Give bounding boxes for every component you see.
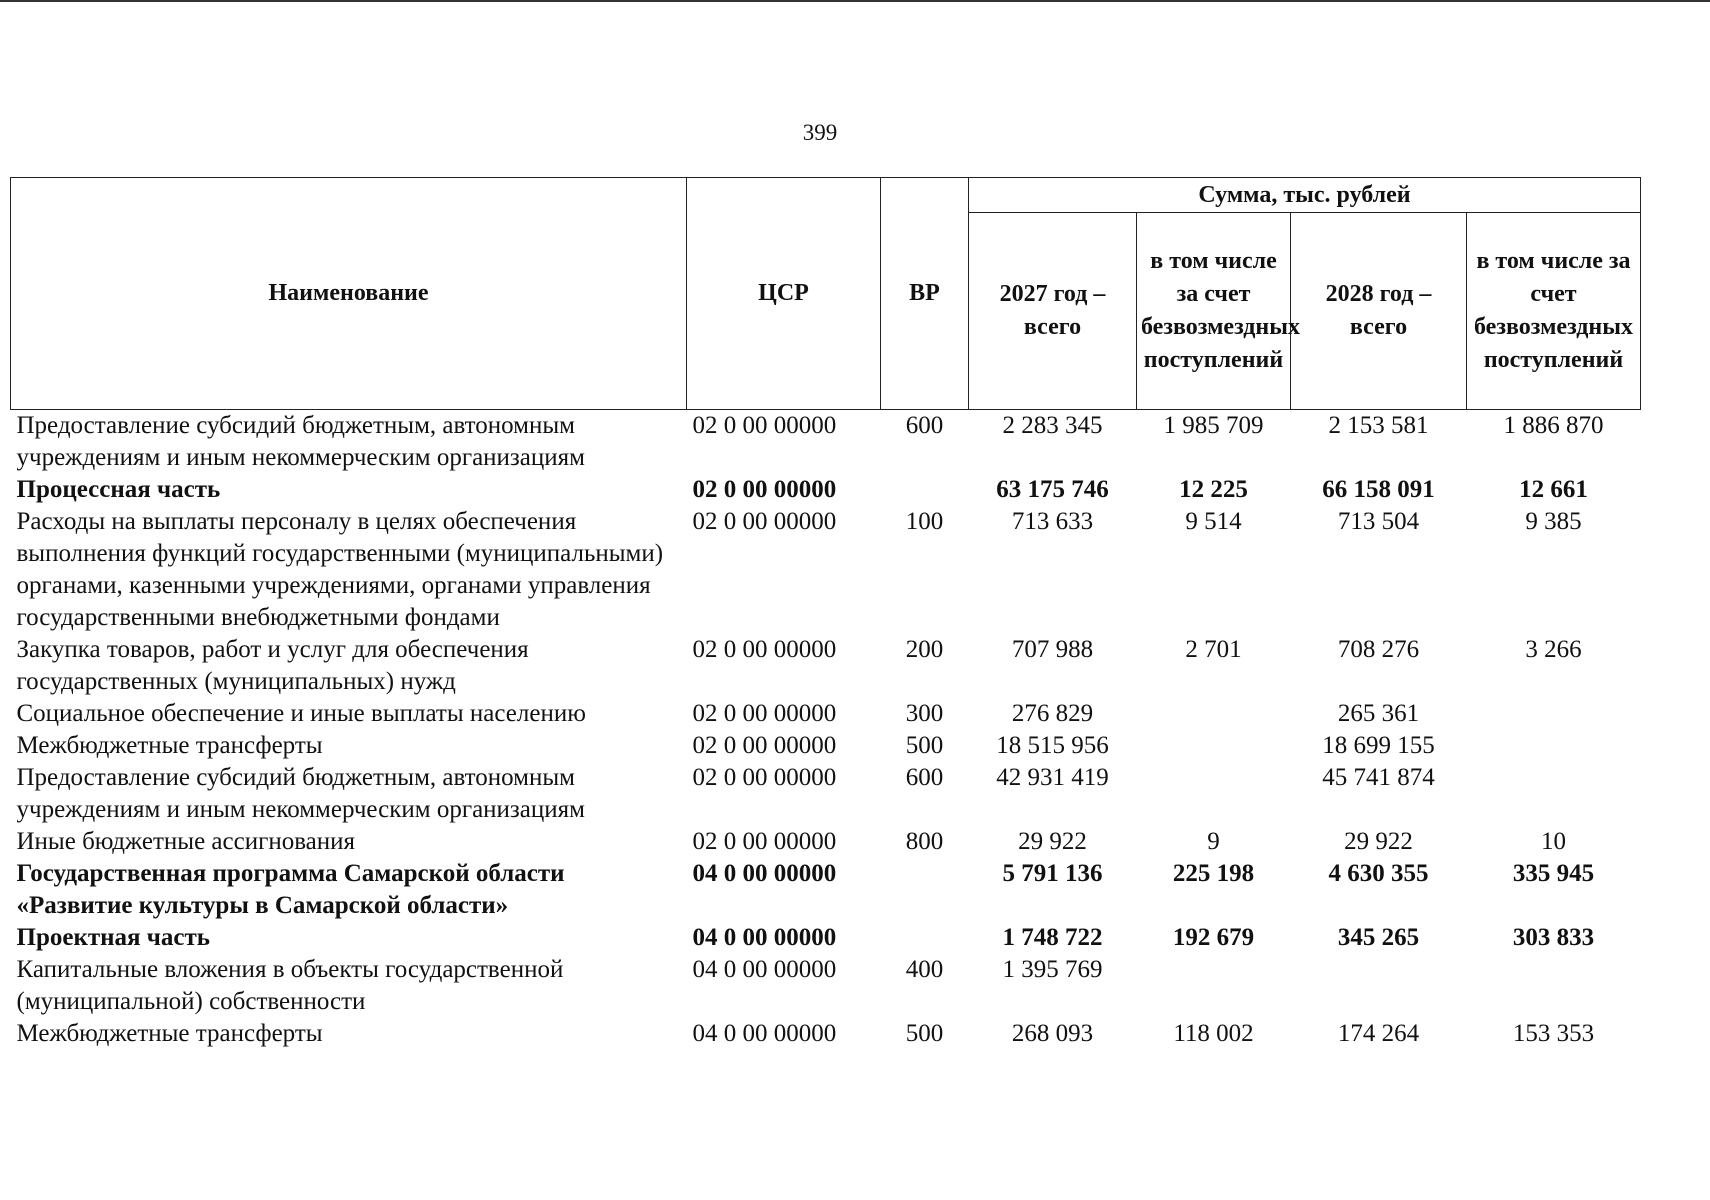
row-2027-total: 2 283 345	[1002, 412, 1103, 439]
row-2027-total: 5 791 136	[1002, 860, 1103, 887]
table-row	[11, 762, 1641, 826]
table-row	[11, 730, 1641, 762]
header-2028-free: в том числе за счет безвозмездных поступлений	[1467, 213, 1641, 410]
header-2027-free: в том числе за счет безвозмездных поступлений	[1137, 213, 1291, 410]
row-2028-free: 153 353	[1512, 1020, 1595, 1047]
row-csr: 02 0 00 00000	[692, 636, 837, 663]
row-2027-free: 225 198	[1172, 860, 1255, 887]
row-2028-total: 66 158 091	[1322, 476, 1435, 503]
row-csr: 02 0 00 00000	[692, 412, 837, 439]
row-2028-free: 10	[1541, 828, 1566, 855]
row-name: Межбюджетные трансферты	[16, 1020, 323, 1047]
row-2028-free: 303 833	[1512, 924, 1595, 951]
row-2027-free	[1137, 730, 1291, 762]
row-2027-free: 9 514	[1185, 508, 1242, 535]
row-csr: 02 0 00 00000	[692, 732, 837, 759]
row-name: Процессная часть	[16, 476, 221, 503]
row-vr	[881, 474, 969, 506]
header-2027-total: 2027 год – всего	[969, 213, 1137, 410]
row-2028-total: 345 265	[1337, 924, 1420, 951]
page-number: 399	[802, 120, 838, 145]
header-vr: ВР	[881, 178, 969, 410]
row-csr: 04 0 00 00000	[692, 924, 837, 951]
table-row	[11, 410, 1641, 475]
row-2027-free: 2 701	[1185, 636, 1242, 663]
row-vr: 200	[905, 636, 944, 663]
row-2028-free	[1467, 698, 1641, 730]
row-2027-free: 12 225	[1179, 476, 1248, 503]
table-row-program	[11, 858, 1641, 922]
row-name: Иные бюджетные ассигнования	[16, 828, 356, 855]
row-csr: 04 0 00 00000	[692, 860, 837, 887]
row-2027-free: 118 002	[1173, 1020, 1254, 1047]
header-sum-group: Сумма, тыс. рублей	[969, 178, 1641, 213]
row-vr: 800	[905, 828, 944, 855]
row-vr	[881, 922, 969, 954]
row-vr: 600	[905, 764, 944, 791]
row-2028-total: 4 630 355	[1328, 860, 1429, 887]
table-header	[11, 178, 1641, 410]
row-vr: 600	[905, 412, 944, 439]
row-name: Проектная часть	[16, 924, 211, 951]
row-csr: 02 0 00 00000	[692, 476, 837, 503]
table-row	[11, 698, 1641, 730]
row-2028-total: 2 153 581	[1328, 412, 1429, 439]
row-2028-total: 265 361	[1337, 700, 1420, 727]
table-row	[11, 1018, 1641, 1050]
table-row-section	[11, 474, 1641, 506]
table-row	[11, 954, 1641, 1018]
row-2028-free: 335 945	[1512, 860, 1595, 887]
row-2027-total: 1 748 722	[1002, 924, 1103, 951]
row-2028-free: 12 661	[1519, 476, 1588, 503]
row-2027-free	[1137, 762, 1291, 826]
row-name: Расходы на выплаты персоналу в целях обеспечения выполнения функций государственными (муниципальными) органами, казенными учреждениями, органами управления государственными внебюджетными фондами	[16, 508, 664, 631]
row-2028-total: 708 276	[1337, 636, 1420, 663]
header-name: Наименование	[11, 178, 687, 410]
row-csr: 02 0 00 00000	[692, 764, 837, 791]
row-vr: 300	[905, 700, 944, 727]
row-vr: 500	[905, 1020, 944, 1047]
row-2027-total: 1 395 769	[1002, 956, 1103, 983]
row-2027-total: 18 515 956	[996, 732, 1109, 759]
row-name: Закупка товаров, работ и услуг для обеспечения государственных (муниципальных) нужд	[16, 636, 529, 695]
row-2028-free	[1467, 762, 1641, 826]
header-2028-total: 2028 год – всего	[1291, 213, 1467, 410]
row-name: Предоставление субсидий бюджетным, автономным учреждениям и иным некоммерческим организациям	[16, 764, 585, 823]
row-vr: 500	[905, 732, 944, 759]
row-2027-free: 192 679	[1172, 924, 1255, 951]
row-2027-total: 63 175 746	[996, 476, 1109, 503]
row-2028-free: 1 886 870	[1503, 412, 1604, 439]
header-csr: ЦСР	[687, 178, 881, 410]
table-row	[11, 634, 1641, 698]
row-name: Социальное обеспечение и иные выплаты населению	[16, 700, 586, 727]
row-csr: 02 0 00 00000	[692, 700, 837, 727]
row-name: Капитальные вложения в объекты государственной (муниципальной) собственности	[16, 956, 564, 1015]
row-2028-total: 18 699 155	[1322, 732, 1435, 759]
budget-table	[10, 177, 1641, 1050]
row-2028-total: 174 264	[1337, 1020, 1420, 1047]
row-csr: 04 0 00 00000	[692, 956, 837, 983]
row-2027-free: 9	[1207, 828, 1220, 855]
table-body	[11, 410, 1641, 1051]
row-2027-total: 707 988	[1011, 636, 1094, 663]
row-csr: 04 0 00 00000	[692, 1020, 837, 1047]
row-vr: 400	[905, 956, 944, 983]
row-csr: 02 0 00 00000	[692, 828, 837, 855]
row-2028-free	[1467, 730, 1641, 762]
row-2027-total: 29 922	[1018, 828, 1087, 855]
row-2028-total: 29 922	[1344, 828, 1413, 855]
row-2028-total: 713 504	[1337, 508, 1420, 535]
row-2027-total: 42 931 419	[996, 764, 1109, 791]
row-name: Предоставление субсидий бюджетным, автономным учреждениям и иным некоммерческим организациям	[16, 412, 585, 471]
table-row-section	[11, 922, 1641, 954]
row-name: Межбюджетные трансферты	[16, 732, 323, 759]
row-2028-free	[1467, 954, 1641, 1018]
row-csr: 02 0 00 00000	[692, 508, 837, 535]
row-2027-total: 713 633	[1011, 508, 1094, 535]
row-2028-total	[1291, 954, 1467, 1018]
scan-edge-line	[0, 0, 1710, 2]
row-2028-free: 9 385	[1525, 508, 1582, 535]
row-2028-total: 45 741 874	[1322, 764, 1435, 791]
table-row	[11, 506, 1641, 634]
table-row	[11, 826, 1641, 858]
row-2027-total: 268 093	[1011, 1020, 1094, 1047]
row-2027-total: 276 829	[1011, 700, 1094, 727]
row-vr: 100	[905, 508, 944, 535]
row-2028-free: 3 266	[1525, 636, 1582, 663]
row-vr	[881, 858, 969, 922]
row-2027-free	[1137, 698, 1291, 730]
row-2027-free: 1 985 709	[1163, 412, 1264, 439]
row-2027-free	[1137, 954, 1291, 1018]
row-name: Государственная программа Самарской области «Развитие культуры в Самарской области»	[16, 860, 565, 919]
